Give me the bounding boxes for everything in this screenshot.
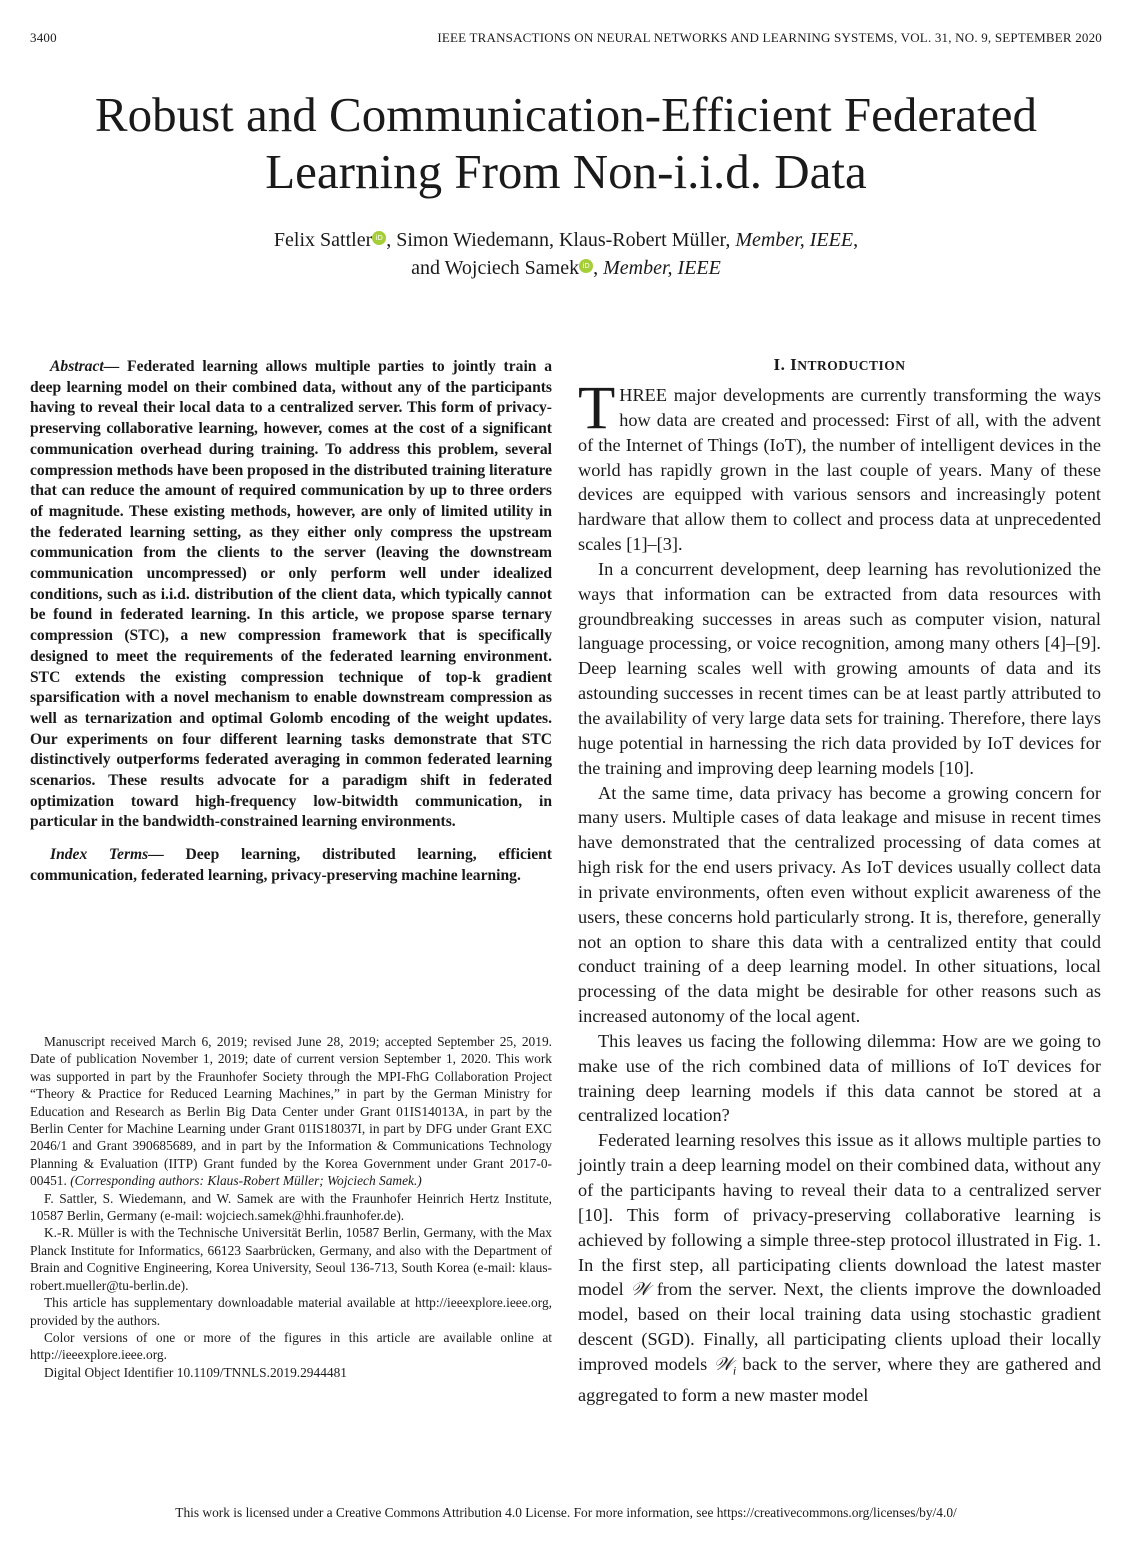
- author-comma: ,: [853, 229, 859, 251]
- footnote-doi: Digital Object Identifier 10.1109/TNNLS.2019.2944481: [44, 1364, 347, 1380]
- footnote-affiliation-1: F. Sattler, S. Wiedemann, and W. Samek are with the Fraunhofer Heinrich Hertz Institute, 10587 Berlin, Germany (e-mail: wojciech.samek@hhi.fraunhofer.de).: [30, 1190, 552, 1224]
- paper-title: [0, 86, 1132, 200]
- journal-name: IEEE TRANSACTIONS ON NEURAL NETWORKS AND LEARNING SYSTEMS, VOL. 31, NO. 9, SEPTEMBER 2020: [437, 30, 1102, 45]
- author-separator: ,: [593, 257, 604, 279]
- license-footer: This work is licensed under a Creative Commons Attribution 4.0 License. For more information, see https://creativecommons.org/licenses/by/4.0/: [175, 1505, 957, 1520]
- membership-1: Member, IEEE: [735, 229, 854, 251]
- author-sattler: Felix Sattler: [273, 229, 373, 251]
- footnote-corresponding: (Corresponding authors: Klaus-Robert Müller; Wojciech Samek.): [70, 1173, 422, 1189]
- membership-2: Member, IEEE: [603, 257, 721, 279]
- running-head: [30, 30, 1102, 48]
- abstract-label: Abstract—: [50, 358, 120, 375]
- footnote-affiliation-2: K.-R. Müller is with the Technische Universität Berlin, 10587 Berlin, Germany, with the Max Planck Institute for Informatics, 66123 Saarbrücken, Germany, and also with the Department of Brain and Cognitive Engineering, Korea University, Seoul 136-713, South Korea (e-mail: klaus-robert.mueller@tu-berlin.de).: [30, 1225, 552, 1293]
- math-client-model: 𝒲$_i$: [713, 1353, 737, 1378]
- intro-paragraph-1: THREE major developments are currently transforming the ways how data are created and processed: First of all, with the advent of the Internet of Things (IoT), the number of intelligent devices in the world has rapidly grown in the last couple of years. Many of these devices are equipped with various sensors and increasingly potent hardware that allow them to collect and process data at unprecedented scales [1]–[3].: [578, 375, 1101, 555]
- section-heading-introduction: I. INTRODUCTION: [773, 355, 906, 374]
- orcid-icon[interactable]: iD: [579, 259, 593, 273]
- index-terms-label: Index Terms—: [50, 846, 164, 864]
- index-terms-text: Deep learning, distributed learning, efficient communication, federated learning, privacy-preserving machine learning.: [30, 846, 552, 884]
- math-master-model: 𝒲: [630, 1279, 650, 1300]
- title-line-2: Learning From Non-i.i.d. Data: [265, 144, 867, 199]
- footnote-color: Color versions of one or more of the figures in this article are available online at http://ieeexplore.ieee.org.: [30, 1329, 552, 1363]
- page-number: 3400: [30, 30, 57, 45]
- drop-cap: T: [578, 375, 616, 442]
- author-samek: and Wojciech Samek: [411, 257, 580, 279]
- abstract: [30, 357, 552, 833]
- intro-paragraph-5: Federated learning resolves this issue as it allows multiple parties to jointly train a deep learning model on their combined data, without any of the participants having to reveal their data to a centralized server [10]. This form of privacy-preserving collaborative learning is achieved by following a simple three-step protocol illustrated in Fig. 1. In the first step, all participating clients download the latest master model 𝒲 from the server. Next, the clients improve the downloaded model, based on their local training data using stochastic gradient descent (SGD). Finally, all participating clients upload their locally improved models 𝒲$_i$ back to the server, where they are gathered and aggregated to form a new master model: [578, 1130, 1102, 1406]
- author-line-2: [0, 254, 1132, 282]
- title-line-1: Robust and Communication-Efficient Federated: [94, 87, 1038, 142]
- footnote-supplementary: This article has supplementary downloadable material available at http://ieeexplore.ieee.org, provided by the authors.: [30, 1295, 552, 1328]
- authors-middle: , Simon Wiedemann, Klaus-Robert Müller,: [386, 229, 736, 251]
- index-terms: [30, 845, 552, 886]
- footnote-received: Manuscript received March 6, 2019; revised June 28, 2019; accepted September 25, 2019. Date of publication November 1, 2019; date of current version September 1, 2020. This work was supported in part by the Fraunhofer Society through the MPI-FhG Collaboration Project “Theory & Practice for Reduced Learning Machines,” in part by the German Ministry for Education and Research as Berlin Big Data Center under Grant 01IS14013A, in part by the Berlin Center for Machine Learning under Grant 01IS18037I, in part by DFG under Grant EXC 2046/1 and Grant 390685689, and in part by the Information & Communications Technology Planning & Evaluation (IITP) Grant funded by the Korea Government under Grant 2017-0-00451. (Corresponding authors: Klaus-Robert Müller; Wojciech Samek.): [30, 1034, 552, 1189]
- orcid-icon[interactable]: iD: [372, 231, 386, 245]
- author-list: [0, 226, 1132, 282]
- author-line-1: [0, 226, 1132, 254]
- intro-paragraph-2: In a concurrent development, deep learning has revolutionized the ways that information can be extracted from data resources with groundbreaking successes in areas such as computer vision, natural language processing, or voice recognition, among many others [4]–[9]. Deep learning scales well with growing amounts of data and its astounding successes in recent times can be at least partly attributed to the availability of very large data sets for training. Therefore, there lays huge potential in harnessing the rich data provided by IoT devices for the training and improving deep learning models [10].: [578, 558, 1101, 778]
- right-column: [578, 354, 1101, 1408]
- abstract-text: Federated learning allows multiple parties to jointly train a deep learning model on their combined data, without any of the participants having to reveal their local data to a centralized server. This form of privacy-preserving collaborative learning, however, comes at the cost of a significant communication overhead during training. To address this problem, several compression methods have been proposed in the distributed training literature that can reduce the amount of required communication by up to three orders of magnitude. These existing methods, however, are only of limited utility in the federated learning setting, as they either only compress the upstream communication from the clients to the server (leaving the downstream communication uncompressed) or only perform well under idealized conditions, such as i.i.d. distribution of the client data, which typically cannot be found in federated learning. In this article, we propose sparse ternary compression (STC), a new compression framework that is specifically designed to meet the requirements of the federated learning environment. STC extends the existing compression technique of top-k gradient sparsification with a novel mechanism to enable downstream compression as well as ternarization and optimal Golomb encoding of the weight updates. Our experiments on four different learning tasks demonstrate that STC distinctively outperforms federated averaging in common federated learning scenarios. These results advocate for a paradigm shift in federated optimization toward high-frequency low-bitwidth communication, in particular in the bandwidth-constrained learning environments.: [30, 358, 552, 831]
- intro-paragraph-3: At the same time, data privacy has become a growing concern for many users. Multiple cases of data leakage and misuse in recent times have demonstrated that the centralized processing of data comes at high risk for the end users privacy. As IoT devices usually collect data in private environments, often even without explicit awareness of the users, these concerns hold particularly strong. It is, therefore, generally not an option to share this data with a centralized entity that could conduct training of a deep learning model. In other situations, local processing of the data might be desirable for other reasons such as increased autonomy of the local agent.: [578, 782, 1101, 1027]
- footnotes: [30, 1033, 552, 1381]
- left-column: [30, 357, 552, 887]
- intro-paragraph-4: This leaves us facing the following dilemma: How are we going to make use of the rich combined data of millions of IoT devices for training deep learning models if this data cannot be stored at a centralized location?: [578, 1030, 1101, 1126]
